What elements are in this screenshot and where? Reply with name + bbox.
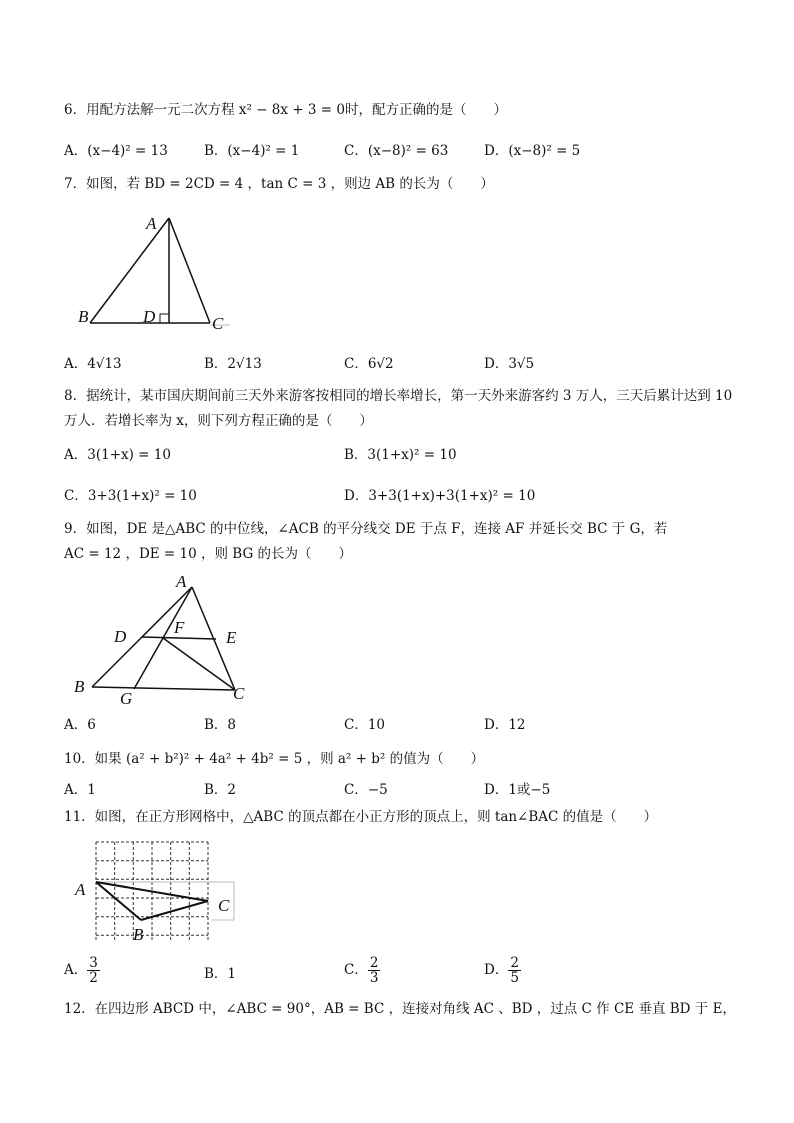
q11-option-d-letter: D． [484, 962, 509, 978]
q11-label-b: B [133, 925, 144, 944]
q7-option-a: A．4√13 [64, 356, 122, 372]
q11-label-c: C [218, 896, 230, 915]
q9-option-d: D．12 [484, 717, 526, 733]
q7-option-d: D．3√5 [484, 356, 535, 372]
q9-label-b: B [74, 677, 85, 696]
q11-option-a-denominator: 2 [89, 970, 98, 986]
q10-option-a: A．1 [64, 782, 96, 798]
q11-label-a: A [75, 880, 86, 899]
q8-option-a: A．3(1+x) = 10 [64, 447, 171, 463]
q6-option-c: C．(x−8)² = 63 [344, 143, 449, 159]
q11-option-b-letter: B． [204, 966, 228, 982]
q7-label-b: B [78, 307, 89, 326]
q7-label-c: C [212, 314, 224, 333]
q9-label-g: G [120, 689, 133, 705]
q11-option-c-fraction [368, 956, 381, 985]
q9-stem-line2: AC = 12 ，DE = 10 ，则 BG 的长为（ ） [64, 546, 353, 562]
q6-option-d: D．(x−8)² = 5 [484, 143, 581, 159]
q7-label-d: D [143, 307, 156, 326]
q6-option-a: A．(x−4)² = 13 [64, 143, 168, 159]
q9-label-d: D [114, 627, 127, 646]
q9-triangle-figure [70, 570, 260, 705]
q11-option-c-numerator: 2 [369, 955, 379, 971]
q9-label-f: F [174, 618, 185, 637]
q11-option-a [64, 956, 100, 985]
q7-stem: 7．如图，若 BD = 2CD = 4 ，tan C = 3 ，则边 AB 的长为（ ） [64, 176, 494, 192]
q7-option-b: B．2√13 [204, 356, 262, 372]
q11-stem: 11．如图，在正方形网格中，△ABC 的顶点都在小正方形的顶点上，则 tan∠BAC 的值是（ ） [64, 809, 658, 825]
q11-option-c-letter: C． [344, 962, 368, 978]
q8-option-b: B．3(1+x)² = 10 [344, 447, 457, 463]
q8-option-c: C．3+3(1+x)² = 10 [64, 488, 197, 504]
q7-label-a: A [146, 214, 157, 233]
q6-option-b: B．(x−4)² = 1 [204, 143, 300, 159]
q12-stem: 12．在四边形 ABCD 中，∠ABC = 90°，AB = BC ，连接对角线 AC 、BD ，过点 C 作 CE 垂直 BD 于 E， [64, 1001, 736, 1017]
q11-option-a-letter: A． [64, 962, 88, 978]
q7-triangle-figure [70, 205, 240, 335]
q11-option-a-numerator: 3 [89, 955, 98, 971]
q8-stem-line1: 8．据统计，某市国庆期间前三天外来游客按相同的增长率增长，第一天外来游客约 3 万人，三天后累计达到 10 [64, 388, 733, 404]
q6-stem: 6．用配方法解一元二次方程 x² − 8x + 3 = 0时，配方正确的是（ ） [64, 102, 507, 118]
q11-option-d-fraction [508, 956, 521, 985]
q9-label-e: E [226, 628, 237, 647]
q9-stem-line1: 9．如图，DE 是△ABC 的中位线，∠ACB 的平分线交 DE 于点 F，连接 AF 并延长交 BC 于 G，若 [64, 521, 668, 537]
q9-label-a: A [176, 572, 187, 591]
q10-stem: 10．如果 (a² + b²)² + 4a² + 4b² = 5 ，则 a² + b² 的值为（ ） [64, 751, 485, 767]
q11-option-b [204, 965, 236, 983]
q10-option-d: D．1或−5 [484, 782, 551, 798]
q11-option-a-fraction [87, 956, 100, 985]
q11-option-c [344, 956, 380, 985]
q11-option-d [484, 956, 521, 985]
q9-option-c: C．10 [344, 717, 386, 733]
q10-option-b: B．2 [204, 782, 237, 798]
q9-option-b: B．8 [204, 717, 237, 733]
q7-option-c: C．6√2 [344, 356, 394, 372]
q10-option-c: C．−5 [344, 782, 388, 798]
q11-grid-figure [62, 836, 252, 948]
q9-option-a: A．6 [64, 717, 96, 733]
q11-option-c-denominator: 3 [369, 970, 379, 986]
q9-label-c: C [233, 684, 245, 703]
q11-option-b-value: 1 [227, 966, 237, 982]
q8-option-d: D．3+3(1+x)+3(1+x)² = 10 [344, 488, 536, 504]
q11-option-d-numerator: 2 [510, 955, 519, 971]
q11-option-d-denominator: 5 [510, 970, 519, 986]
q8-stem-line2: 万人．若增长率为 x，则下列方程正确的是（ ） [64, 413, 373, 429]
